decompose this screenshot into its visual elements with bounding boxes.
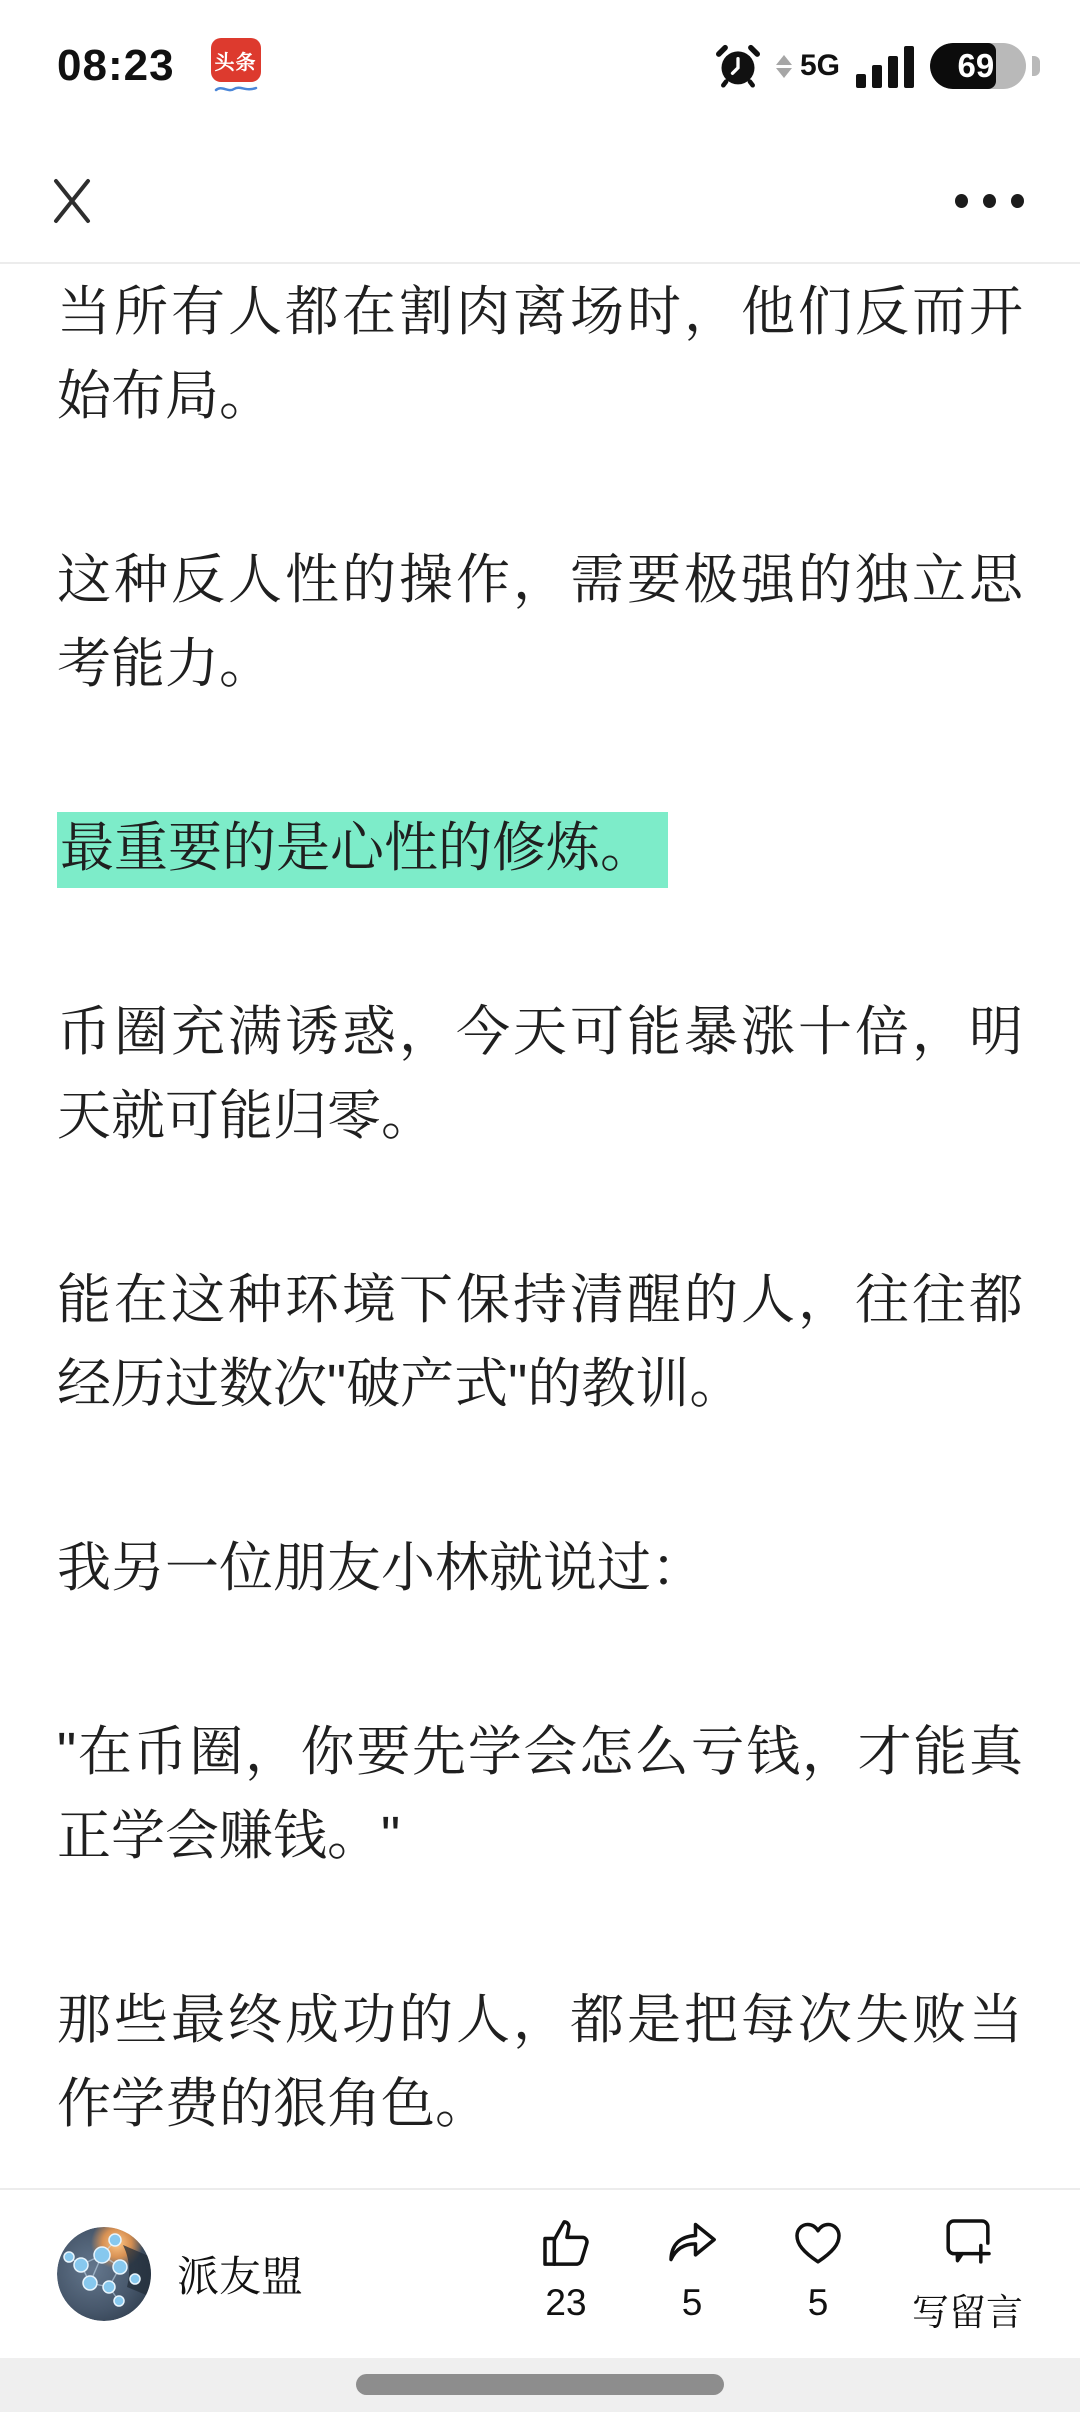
thumbs-up-icon — [538, 2212, 594, 2272]
article-paragraph: 币圈充满诱惑，今天可能暴涨十倍，明天就可能归零。 — [57, 1002, 1023, 1146]
clock-time: 08:23 — [57, 41, 175, 90]
avatar[interactable] — [57, 2227, 151, 2321]
nav-bar — [0, 140, 1080, 264]
article-paragraph: 这种反人性的操作，需要极强的独立思考能力。 — [57, 550, 1023, 694]
favorite-button[interactable] — [786, 2212, 850, 2324]
article-paragraph: "在币圈，你要先学会怎么亏钱，才能真正学会赚钱。" — [57, 1722, 1023, 1866]
status-icons — [716, 43, 1040, 89]
like-count: 23 — [545, 2282, 587, 2323]
battery-nub — [1032, 56, 1040, 76]
comment-bubble-plus-icon — [940, 2212, 996, 2272]
footer-action-bar — [0, 2188, 1080, 2358]
toutiao-app-badge[interactable] — [211, 38, 261, 94]
like-button[interactable] — [534, 2212, 598, 2324]
author-name[interactable]: 派友盟 — [177, 2253, 304, 2300]
share-button[interactable] — [660, 2212, 724, 2324]
article-body — [0, 266, 1080, 2246]
home-indicator[interactable] — [356, 2374, 724, 2395]
share-arrow-icon — [664, 2212, 720, 2272]
more-options-icon[interactable] — [955, 194, 1032, 208]
article-paragraph: 当所有人都在割肉离场时，他们反而开始布局。 — [57, 282, 1023, 426]
close-icon[interactable] — [48, 175, 96, 227]
article-paragraph: 能在这种环境下保持清醒的人，往往都经历过数次"破产式"的教训。 — [57, 1270, 1023, 1414]
highlighted-text: 最重要的是心性的修炼。 — [57, 812, 668, 888]
favorite-count: 5 — [807, 2282, 829, 2323]
status-bar — [0, 30, 1080, 102]
gesture-area — [0, 2358, 1080, 2412]
comment-button[interactable] — [912, 2212, 1023, 2336]
article-paragraph: 我另一位朋友小林就说过： — [57, 1538, 705, 1598]
network-type-label: 5G — [799, 49, 840, 82]
toutiao-slogan-decoration — [214, 84, 258, 94]
heart-icon — [790, 2212, 846, 2272]
alarm-icon — [716, 43, 760, 89]
battery-percent-label: 69 — [957, 47, 995, 84]
toutiao-logo: 头条 — [211, 38, 261, 82]
share-count: 5 — [681, 2282, 703, 2323]
article-paragraph — [57, 806, 1023, 890]
signal-bars-icon — [856, 44, 914, 88]
comment-label: 写留言 — [912, 2292, 1023, 2333]
network-arrows-icon — [776, 55, 792, 78]
action-buttons — [534, 2212, 1023, 2336]
article-paragraph: 那些最终成功的人，都是把每次失败当作学费的狠角色。 — [57, 1990, 1023, 2134]
battery-icon — [930, 43, 1026, 89]
